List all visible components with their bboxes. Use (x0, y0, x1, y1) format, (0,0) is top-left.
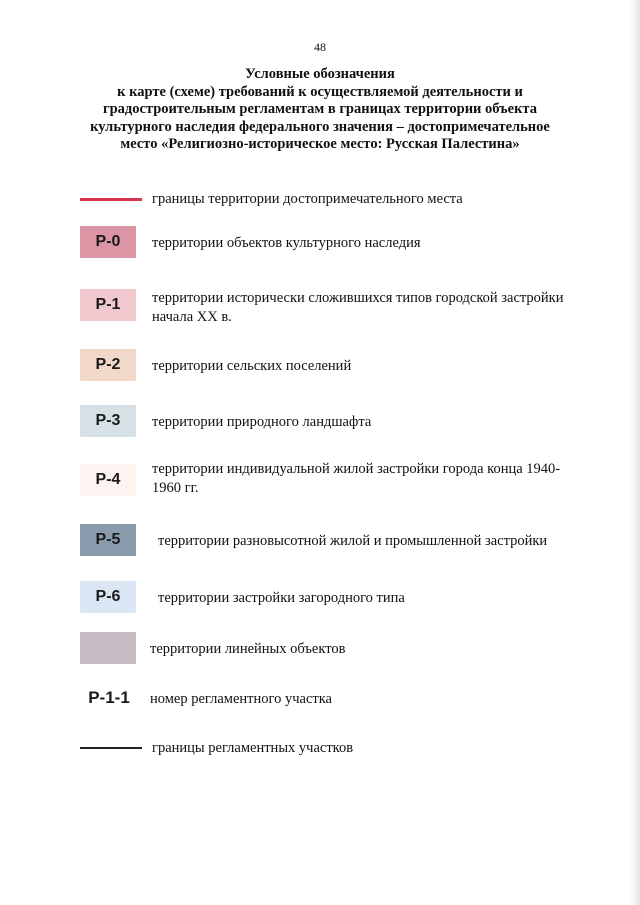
legend-text: территории разновысотной жилой и промышленной застройки (158, 533, 548, 549)
legend-item-linear-objects (80, 632, 600, 672)
legend-text: границы территории достопримечательного места (152, 191, 463, 207)
zone-swatch-r5: Р-5 (80, 524, 136, 556)
legend-heading (60, 66, 580, 154)
heading-line: культурного наследия федерального значения – достопримечательное (90, 118, 550, 135)
legend-text: территории исторически сложившихся типов городской застройки начала XX в. (152, 290, 564, 325)
zone-swatch-linear (80, 632, 136, 664)
legend-item-plot-number (80, 682, 600, 722)
legend-text: территории объектов культурного наследия (152, 235, 421, 251)
plot-number-sample: Р-1-1 (88, 688, 130, 707)
legend-item-r6 (80, 581, 600, 621)
heading-line: место «Религиозно-историческое место: Русская Палестина» (120, 136, 520, 152)
legend-item-boundary-plots (80, 731, 600, 771)
legend-text: границы регламентных участков (152, 740, 354, 756)
legend-item-boundary-site (80, 182, 600, 222)
zone-swatch-r6: Р-6 (80, 581, 136, 613)
legend-text: территории линейных объектов (150, 641, 346, 657)
heading-line: градостроительным регламентам в границах территории объекта (103, 101, 537, 117)
zone-swatch-r3: Р-3 (80, 405, 136, 437)
legend-text: территории сельских поселений (152, 358, 352, 374)
legend-item-r3 (80, 405, 600, 445)
legend-item-r0 (80, 226, 600, 266)
legend-item-r2 (80, 349, 600, 389)
heading-line: Условные обозначения (245, 66, 395, 82)
page-edge-shadow (628, 0, 640, 905)
zone-swatch-r2: Р-2 (80, 349, 136, 381)
legend-item-r1 (80, 289, 600, 329)
zone-swatch-r4: Р-4 (80, 464, 136, 496)
plot-boundary-line-symbol (80, 747, 142, 749)
zone-swatch-r0: Р-0 (80, 226, 136, 258)
boundary-line-symbol (80, 198, 142, 201)
legend-text: территории индивидуальной жилой застройки города конца 1940-1960 гг. (152, 461, 561, 496)
heading-line: к карте (схеме) требований к осуществляемой деятельности и (117, 83, 523, 100)
page-number: 48 (314, 40, 326, 54)
legend-item-r4 (80, 461, 600, 504)
legend-item-r5 (80, 524, 600, 564)
zone-swatch-r1: Р-1 (80, 289, 136, 321)
legend-text: территории застройки загородного типа (158, 590, 405, 606)
legend-text: территории природного ландшафта (152, 414, 372, 430)
legend-text: номер регламентного участка (150, 691, 332, 707)
